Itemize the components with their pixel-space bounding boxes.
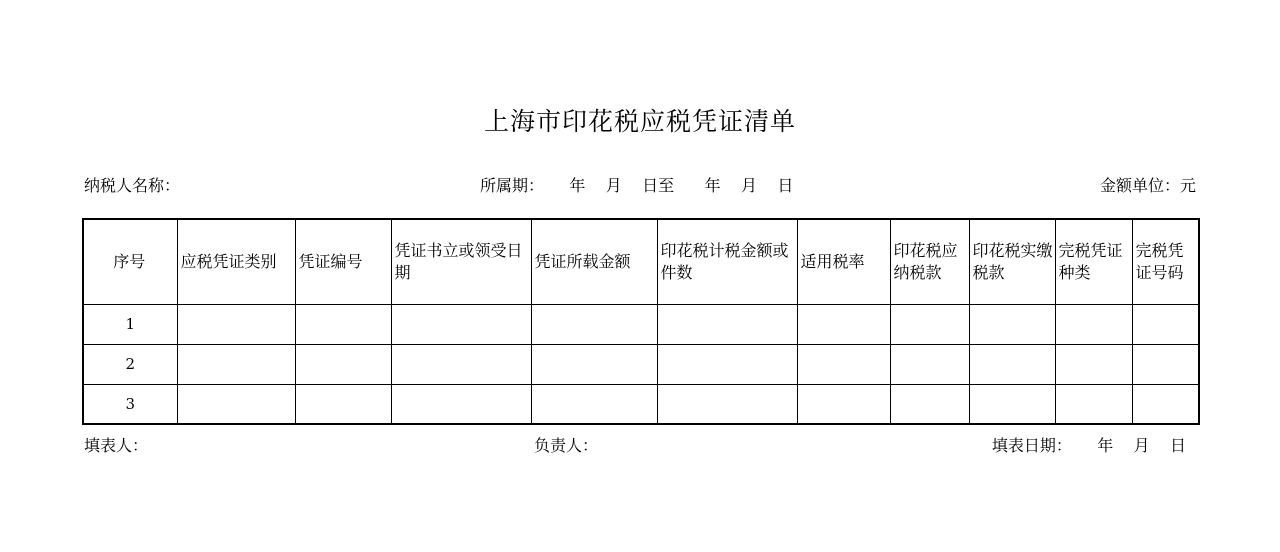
voucher-type-cell[interactable]	[177, 384, 295, 424]
fill-date-line: 填表日期： 年 月 日	[991, 436, 1186, 455]
issue-date-cell[interactable]	[391, 304, 531, 344]
receipt-number-cell[interactable]	[1132, 344, 1199, 384]
responsible-person-label: 负责人：	[534, 436, 599, 455]
column-header-voucher-number: 凭证编号	[295, 219, 391, 304]
voucher-type-cell[interactable]	[177, 304, 295, 344]
column-header-voucher-amount: 凭证所载金额	[531, 219, 657, 304]
table-row	[83, 384, 1199, 424]
issue-date-cell[interactable]	[391, 344, 531, 384]
document-title: 上海市印花税应税凭证清单	[483, 107, 796, 136]
tax-paid-cell[interactable]	[969, 344, 1055, 384]
column-header-tax-rate: 适用税率	[797, 219, 890, 304]
issue-date-cell[interactable]	[391, 384, 531, 424]
tax-rate-cell[interactable]	[797, 304, 890, 344]
voucher-number-cell[interactable]	[295, 384, 391, 424]
column-header-issue-date: 凭证书立或领受日期	[391, 219, 531, 304]
row-index-cell: 3	[83, 384, 177, 424]
row-index-cell: 1	[83, 304, 177, 344]
table-row	[83, 304, 1199, 344]
form-filler-label: 填表人：	[84, 436, 149, 455]
tax-payable-cell[interactable]	[890, 344, 969, 384]
tax-paid-cell[interactable]	[969, 304, 1055, 344]
tax-rate-cell[interactable]	[797, 344, 890, 384]
table-row	[83, 344, 1199, 384]
amount-unit-label: 金额单位：元	[1099, 176, 1196, 195]
column-header-index: 序号	[83, 219, 177, 304]
voucher-amount-cell[interactable]	[531, 304, 657, 344]
voucher-amount-cell[interactable]	[531, 384, 657, 424]
column-header-receipt-type: 完税凭证种类	[1055, 219, 1132, 304]
receipt-number-cell[interactable]	[1132, 304, 1199, 344]
column-header-tax-paid: 印花税实缴税款	[969, 219, 1055, 304]
column-header-voucher-type: 应税凭证类别	[177, 219, 295, 304]
voucher-table	[82, 218, 1200, 425]
receipt-type-cell[interactable]	[1055, 344, 1132, 384]
receipt-type-cell[interactable]	[1055, 304, 1132, 344]
tax-payable-cell[interactable]	[890, 384, 969, 424]
receipt-type-cell[interactable]	[1055, 384, 1132, 424]
receipt-number-cell[interactable]	[1132, 384, 1199, 424]
voucher-number-cell[interactable]	[295, 344, 391, 384]
tax-payable-cell[interactable]	[890, 304, 969, 344]
taxable-amount-cell[interactable]	[657, 344, 797, 384]
column-header-tax-payable: 印花税应纳税款	[890, 219, 969, 304]
voucher-type-cell[interactable]	[177, 344, 295, 384]
voucher-number-cell[interactable]	[295, 304, 391, 344]
tax-period-line: 所属期： 年 月 日至 年 月 日	[480, 176, 794, 195]
table-header-row	[83, 219, 1199, 304]
voucher-amount-cell[interactable]	[531, 344, 657, 384]
taxpayer-name-label: 纳税人名称：	[84, 176, 181, 195]
column-header-taxable-amount: 印花税计税金额或件数	[657, 219, 797, 304]
tax-rate-cell[interactable]	[797, 384, 890, 424]
column-header-receipt-number: 完税凭证号码	[1132, 219, 1199, 304]
row-index-cell: 2	[83, 344, 177, 384]
tax-paid-cell[interactable]	[969, 384, 1055, 424]
taxable-amount-cell[interactable]	[657, 384, 797, 424]
taxable-amount-cell[interactable]	[657, 304, 797, 344]
